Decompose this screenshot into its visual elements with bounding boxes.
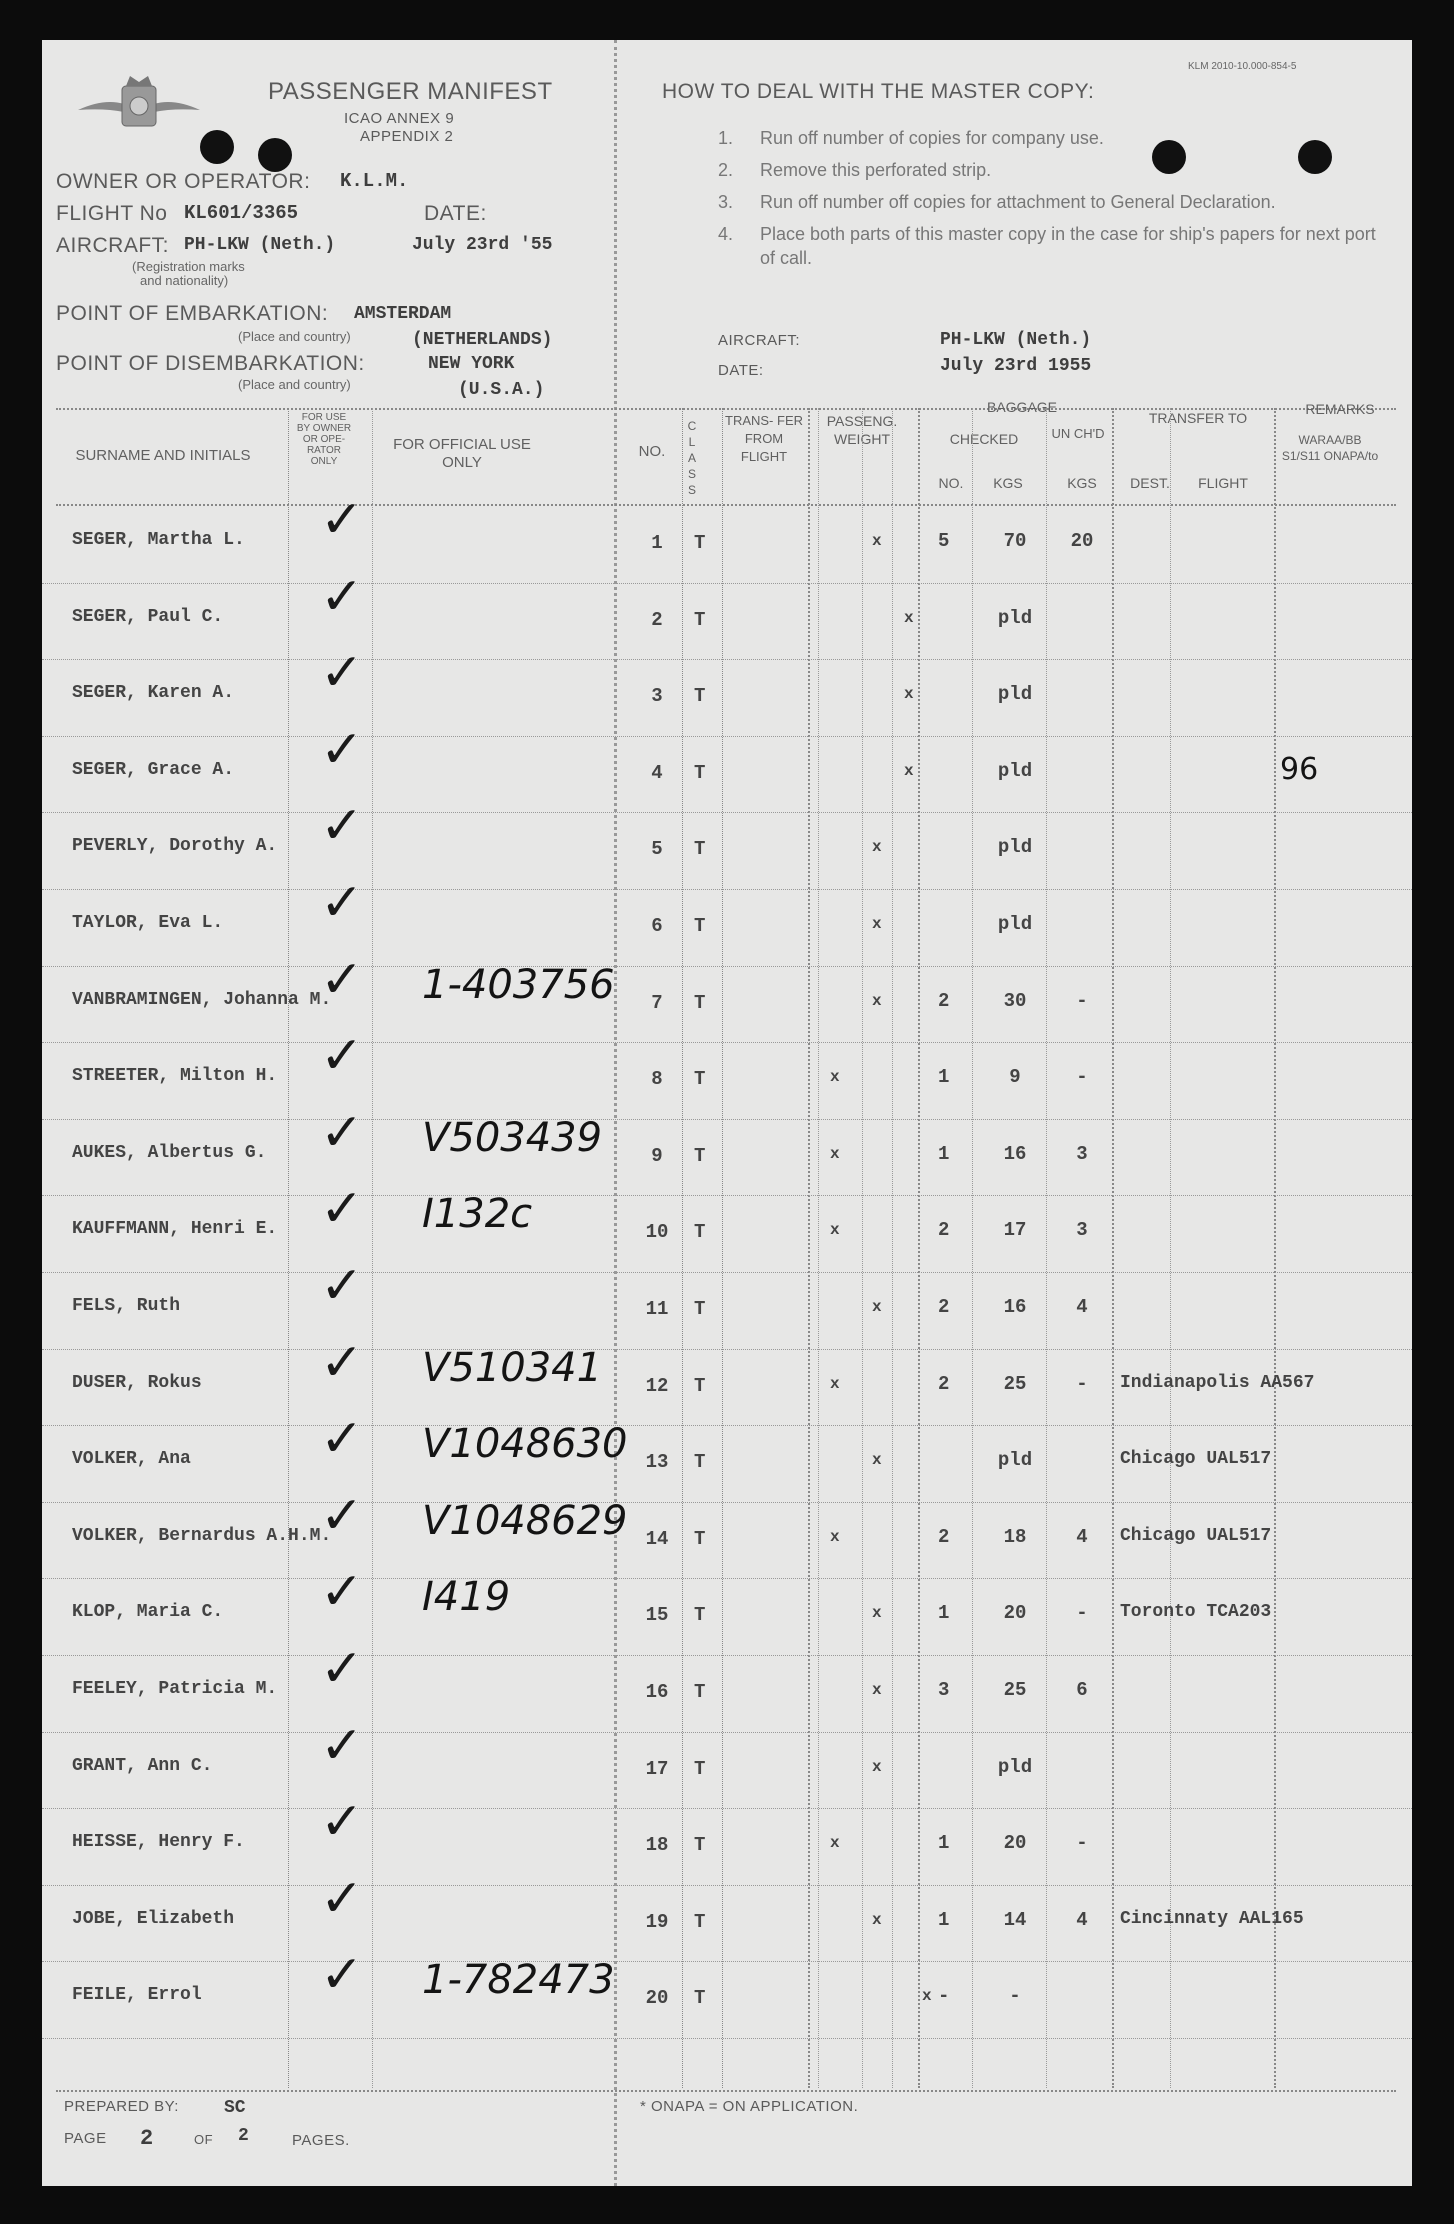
unchecked-kgs: - bbox=[1076, 1832, 1088, 1855]
checkmark-icon: ✓ bbox=[320, 1792, 364, 1853]
passenger-no: 10 bbox=[645, 1221, 669, 1244]
table-row bbox=[42, 1945, 1412, 2039]
passenger-name: SEGER, Grace A. bbox=[72, 759, 235, 780]
form-code: KLM 2010-10.000-854-5 bbox=[1188, 61, 1297, 72]
table-row bbox=[42, 1715, 1412, 1810]
passenger-weight-mark: x bbox=[872, 838, 882, 857]
row-divider bbox=[42, 2038, 1412, 2039]
manifest-sheet bbox=[42, 40, 1412, 2186]
table-row bbox=[42, 566, 1412, 661]
official-handwritten-number: V510341 bbox=[422, 1344, 603, 1391]
row-divider bbox=[42, 583, 1412, 584]
checkmark-icon: ✓ bbox=[320, 1256, 364, 1316]
punch-hole bbox=[200, 130, 234, 164]
table-row bbox=[42, 1868, 1412, 1963]
disembarkation-country: (U.S.A.) bbox=[458, 380, 545, 400]
passenger-weight-mark: x bbox=[830, 1834, 840, 1853]
baggage-kgs: - bbox=[1009, 1985, 1021, 2008]
passenger-class: T bbox=[694, 1374, 706, 1397]
table-row bbox=[42, 1332, 1412, 1427]
row-divider bbox=[42, 1655, 1412, 1656]
transfer-to: Chicago UAL517 bbox=[1120, 1449, 1272, 1470]
checkmark-icon: ✓ bbox=[320, 643, 364, 704]
date-label: DATE: bbox=[424, 202, 487, 225]
passenger-class: T bbox=[694, 685, 706, 708]
table-row bbox=[42, 1639, 1412, 1733]
passenger-no: 2 bbox=[651, 608, 663, 631]
unchecked-kgs: - bbox=[1076, 1372, 1088, 1395]
passenger-no: 4 bbox=[651, 761, 663, 784]
passenger-name: VANBRAMINGEN, Johanna M. bbox=[72, 989, 332, 1010]
unchecked-kgs: - bbox=[1076, 1066, 1088, 1089]
passenger-name: FELS, Ruth bbox=[72, 1296, 181, 1316]
col-surname: SURNAME AND INITIALS bbox=[75, 447, 251, 464]
checkmark-icon: ✓ bbox=[320, 1102, 364, 1163]
passenger-no: 19 bbox=[645, 1910, 669, 1933]
unchecked-kgs: - bbox=[1076, 989, 1088, 1012]
page-value: 2 bbox=[140, 2126, 154, 2151]
manifest-title: PASSENGER MANIFEST bbox=[268, 78, 553, 105]
passenger-class: T bbox=[694, 608, 706, 631]
baggage-kgs: 25 bbox=[1003, 1679, 1027, 1701]
baggage-kgs: 16 bbox=[1003, 1142, 1027, 1165]
of-value: 2 bbox=[238, 2126, 249, 2146]
checkmark-icon: ✓ bbox=[320, 1715, 364, 1776]
punch-hole bbox=[258, 138, 292, 172]
passenger-class: T bbox=[694, 532, 706, 554]
table-row bbox=[42, 949, 1412, 1044]
passenger-no: 5 bbox=[651, 838, 663, 861]
instruction-item: 3. Run off number off copies for attachment to General Declaration. bbox=[718, 192, 1276, 212]
passenger-no: 14 bbox=[645, 1527, 669, 1550]
passenger-no: 12 bbox=[645, 1374, 669, 1397]
row-divider bbox=[42, 1732, 1412, 1733]
passenger-name: JOBE, Elizabeth bbox=[72, 1908, 235, 1929]
passenger-no: 15 bbox=[645, 1604, 669, 1627]
passenger-weight-mark: x bbox=[872, 1298, 882, 1316]
unchecked-kgs: 3 bbox=[1076, 1219, 1088, 1242]
checkmark-icon: ✓ bbox=[320, 719, 364, 780]
baggage-count: - bbox=[938, 1985, 950, 2008]
manifest-subtitle-appendix: APPENDIX 2 bbox=[360, 128, 454, 145]
baggage-kgs: 30 bbox=[1003, 989, 1027, 1012]
passenger-weight-mark: x bbox=[830, 1221, 840, 1240]
passenger-weight-mark: x bbox=[830, 1527, 840, 1546]
passenger-class: T bbox=[694, 1910, 706, 1933]
row-divider bbox=[42, 966, 1412, 967]
col-bag-kgs: KGS bbox=[993, 475, 1023, 491]
checkmark-icon: ✓ bbox=[320, 1409, 364, 1470]
passenger-name: KAUFFMANN, Henri E. bbox=[72, 1219, 278, 1240]
passenger-no: 17 bbox=[645, 1757, 669, 1780]
passenger-weight-mark: x bbox=[872, 1757, 882, 1776]
col-for-use: FOR USE BY OWNER OR OPE- RATOR ONLY bbox=[296, 412, 352, 467]
table-row bbox=[42, 1179, 1412, 1273]
passenger-weight-mark: x bbox=[872, 1681, 882, 1699]
row-divider bbox=[42, 1961, 1412, 1962]
official-handwritten-number: V503439 bbox=[422, 1114, 603, 1161]
official-handwritten-number: I132c bbox=[422, 1191, 533, 1238]
passenger-weight-mark: x bbox=[872, 991, 882, 1010]
official-handwritten-number: I419 bbox=[422, 1574, 511, 1621]
table-row bbox=[42, 490, 1412, 584]
passenger-name: AUKES, Albertus G. bbox=[72, 1142, 267, 1163]
baggage-kgs: pld bbox=[997, 1449, 1033, 1472]
unchecked-kgs: 4 bbox=[1076, 1908, 1088, 1931]
passenger-weight-mark: x bbox=[904, 685, 914, 704]
passenger-no: 13 bbox=[645, 1451, 669, 1474]
aircraft-note-2: and nationality) bbox=[140, 273, 229, 288]
official-handwritten-number: V1048629 bbox=[422, 1497, 628, 1544]
instructions-date-label: DATE: bbox=[718, 362, 764, 379]
flight-value: KL601/3365 bbox=[184, 202, 299, 224]
baggage-kgs: pld bbox=[997, 606, 1033, 629]
passenger-weight-mark: x bbox=[830, 1374, 840, 1393]
passenger-name: PEVERLY, Dorothy A. bbox=[72, 836, 278, 857]
row-divider bbox=[42, 1349, 1412, 1350]
prepared-by-label: PREPARED BY: bbox=[64, 2098, 179, 2115]
disembarkation-note: (Place and country) bbox=[238, 377, 351, 392]
passenger-name: HEISSE, Henry F. bbox=[72, 1832, 245, 1853]
embarkation-country: (NETHERLANDS) bbox=[412, 330, 553, 350]
col-unchd-kgs: KGS bbox=[1067, 475, 1097, 491]
instructions-heading: HOW TO DEAL WITH THE MASTER COPY: bbox=[662, 80, 1095, 103]
passenger-class: T bbox=[694, 991, 706, 1014]
baggage-kgs: 70 bbox=[1003, 530, 1027, 552]
col-baggage: BAGGAGE bbox=[986, 399, 1058, 415]
embarkation-label: POINT OF EMBARKATION: bbox=[56, 302, 329, 325]
passenger-weight-mark: x bbox=[904, 608, 914, 627]
passenger-class: T bbox=[694, 1987, 706, 2010]
disembarkation-value: NEW YORK bbox=[428, 354, 515, 374]
table-row bbox=[42, 643, 1412, 737]
baggage-count: 1 bbox=[938, 1908, 950, 1931]
col-checked: CHECKED bbox=[949, 431, 1019, 447]
official-handwritten-number: 1-782473 bbox=[422, 1957, 615, 2004]
embarkation-note: (Place and country) bbox=[238, 329, 351, 344]
instructions-date-value: July 23rd 1955 bbox=[940, 356, 1092, 376]
table-row bbox=[42, 796, 1412, 890]
checkmark-icon: ✓ bbox=[320, 1026, 364, 1087]
passenger-weight-mark: x bbox=[922, 1987, 932, 2006]
aircraft-label: AIRCRAFT: bbox=[56, 234, 170, 257]
prepared-by-value: SC bbox=[224, 2098, 246, 2118]
passenger-class: T bbox=[694, 1604, 706, 1627]
baggage-kgs: pld bbox=[997, 683, 1033, 706]
col-no: NO. bbox=[638, 443, 666, 460]
baggage-count: 2 bbox=[938, 1219, 950, 1242]
passenger-class: T bbox=[694, 838, 706, 861]
col-unchd: UN CH'D bbox=[1051, 426, 1105, 441]
pages-label: PAGES. bbox=[292, 2132, 350, 2149]
baggage-kgs: pld bbox=[997, 759, 1033, 782]
checkmark-icon: ✓ bbox=[320, 566, 364, 627]
passenger-weight-mark: x bbox=[872, 1910, 882, 1929]
passenger-weight-mark: x bbox=[904, 761, 914, 780]
passenger-name: VOLKER, Bernardus A.H.M. bbox=[72, 1525, 332, 1546]
baggage-kgs: 9 bbox=[1009, 1066, 1021, 1089]
baggage-kgs: 20 bbox=[1003, 1832, 1027, 1855]
passenger-weight-mark: x bbox=[872, 1451, 882, 1470]
instruction-item: 4. Place both parts of this master copy in the case for ship's papers for next port of call. bbox=[718, 224, 1376, 268]
of-label: OF bbox=[194, 2132, 214, 2147]
col-flight: FLIGHT bbox=[1198, 475, 1248, 491]
passenger-class: T bbox=[694, 1451, 706, 1474]
passenger-no: 20 bbox=[645, 1987, 669, 2010]
passenger-name: STREETER, Milton H. bbox=[72, 1066, 278, 1087]
transfer-to: Toronto TCA203 bbox=[1120, 1602, 1272, 1623]
table-row bbox=[42, 1102, 1412, 1197]
baggage-count: 1 bbox=[938, 1142, 950, 1165]
transfer-to: Chicago UAL517 bbox=[1120, 1525, 1272, 1546]
row-divider bbox=[42, 1195, 1412, 1196]
unchecked-kgs: 4 bbox=[1076, 1296, 1088, 1318]
passenger-class: T bbox=[694, 1834, 706, 1857]
passenger-no: 18 bbox=[645, 1834, 669, 1857]
col-bag-no: NO. bbox=[938, 475, 964, 491]
onapa-note: * ONAPA = ON APPLICATION. bbox=[640, 2098, 859, 2115]
baggage-kgs: pld bbox=[997, 1755, 1033, 1778]
page-label: PAGE bbox=[64, 2130, 107, 2147]
row-divider bbox=[42, 1578, 1412, 1579]
aircraft-value: PH-LKW (Neth.) bbox=[184, 235, 336, 255]
col-remarks-sub: WARAA/BB S1/S11 ONAPA/to bbox=[1281, 433, 1379, 463]
passenger-class: T bbox=[694, 1068, 706, 1091]
col-dest: DEST. bbox=[1130, 475, 1170, 491]
footer-divider bbox=[56, 2090, 1396, 2092]
unchecked-kgs: 4 bbox=[1076, 1525, 1088, 1548]
passenger-class: T bbox=[694, 1144, 706, 1167]
disembarkation-label: POINT OF DISEMBARKATION: bbox=[56, 352, 365, 375]
flight-label: FLIGHT No bbox=[56, 202, 168, 225]
baggage-count: 5 bbox=[938, 530, 950, 552]
baggage-count: 2 bbox=[938, 989, 950, 1012]
checkmark-icon: ✓ bbox=[320, 873, 364, 933]
passenger-weight-mark: x bbox=[830, 1144, 840, 1163]
baggage-kgs: 16 bbox=[1003, 1296, 1027, 1318]
passenger-name: KLOP, Maria C. bbox=[72, 1602, 224, 1623]
passenger-no: 6 bbox=[651, 915, 663, 937]
checkmark-icon: ✓ bbox=[320, 1945, 364, 2006]
transfer-to: Cincinnaty AAL165 bbox=[1120, 1908, 1304, 1929]
baggage-kgs: 25 bbox=[1003, 1372, 1027, 1395]
passenger-no: 11 bbox=[645, 1298, 669, 1320]
instruction-item: 1. Run off number of copies for company use. bbox=[718, 128, 1104, 148]
transfer-to: Indianapolis AA567 bbox=[1120, 1372, 1315, 1393]
row-divider bbox=[42, 1119, 1412, 1120]
unchecked-kgs: - bbox=[1076, 1602, 1088, 1625]
passenger-no: 8 bbox=[651, 1068, 663, 1091]
official-handwritten-number: 1-403756 bbox=[422, 961, 615, 1008]
baggage-count: 2 bbox=[938, 1296, 950, 1318]
passenger-class: T bbox=[694, 1757, 706, 1780]
passenger-class: T bbox=[694, 761, 706, 784]
row-divider bbox=[42, 1042, 1412, 1043]
table-row bbox=[42, 1026, 1412, 1120]
checkmark-icon: ✓ bbox=[320, 1485, 364, 1546]
table-row bbox=[42, 1485, 1412, 1580]
passenger-name: TAYLOR, Eva L. bbox=[72, 913, 224, 933]
passenger-weight-mark: x bbox=[872, 915, 882, 933]
row-divider bbox=[42, 659, 1412, 660]
passenger-weight-mark: x bbox=[872, 1604, 882, 1623]
checkmark-icon: ✓ bbox=[320, 1562, 364, 1623]
checkmark-icon: ✓ bbox=[320, 1868, 364, 1929]
passenger-no: 1 bbox=[651, 532, 663, 554]
table-row bbox=[42, 1562, 1412, 1656]
klm-logo-icon bbox=[74, 72, 204, 144]
col-passeng-weight: PASSENG. WEIGHT bbox=[826, 413, 898, 447]
owner-value: K.L.M. bbox=[340, 170, 409, 192]
row-divider bbox=[42, 1272, 1412, 1273]
checkmark-icon: ✓ bbox=[320, 949, 364, 1010]
baggage-kgs: pld bbox=[997, 836, 1033, 859]
row-divider bbox=[42, 1502, 1412, 1503]
passenger-no: 3 bbox=[651, 685, 663, 708]
passenger-no: 9 bbox=[651, 1144, 663, 1167]
table-row bbox=[42, 873, 1412, 967]
date-value: July 23rd '55 bbox=[412, 235, 553, 255]
instructions-aircraft-label: AIRCRAFT: bbox=[718, 332, 801, 349]
passenger-name: GRANT, Ann C. bbox=[72, 1755, 213, 1776]
row-divider bbox=[42, 736, 1412, 737]
row-divider bbox=[42, 812, 1412, 813]
passenger-class: T bbox=[694, 1221, 706, 1244]
unchecked-kgs: 3 bbox=[1076, 1142, 1088, 1165]
row-divider bbox=[42, 889, 1412, 890]
passenger-name: SEGER, Martha L. bbox=[72, 530, 245, 550]
passenger-weight-mark: x bbox=[872, 532, 882, 550]
col-transfer-from: TRANS- FER FROM FLIGHT bbox=[725, 413, 803, 464]
passenger-name: VOLKER, Ana bbox=[72, 1449, 191, 1470]
col-remarks: REMARKS bbox=[1305, 401, 1375, 417]
table-row bbox=[42, 1792, 1412, 1886]
unchecked-kgs: 6 bbox=[1076, 1679, 1088, 1701]
baggage-count: 3 bbox=[938, 1679, 950, 1701]
instruction-item: 2. Remove this perforated strip. bbox=[718, 160, 992, 180]
checkmark-icon: ✓ bbox=[320, 1179, 364, 1240]
passenger-class: T bbox=[694, 1527, 706, 1550]
baggage-kgs: 18 bbox=[1003, 1525, 1027, 1548]
passenger-class: T bbox=[694, 915, 706, 937]
manifest-subtitle-annex: ICAO ANNEX 9 bbox=[344, 110, 455, 127]
row-divider bbox=[42, 1808, 1412, 1809]
baggage-kgs: 14 bbox=[1003, 1908, 1027, 1931]
row-divider bbox=[42, 1885, 1412, 1886]
passenger-name: FEELEY, Patricia M. bbox=[72, 1679, 278, 1699]
baggage-count: 1 bbox=[938, 1602, 950, 1625]
passenger-no: 7 bbox=[651, 991, 663, 1014]
col-class: CLASS bbox=[687, 419, 697, 497]
passenger-name: FEILE, Errol bbox=[72, 1985, 202, 2006]
passenger-class: T bbox=[694, 1681, 706, 1703]
instructions-aircraft-value: PH-LKW (Neth.) bbox=[940, 330, 1092, 350]
baggage-count: 1 bbox=[938, 1066, 950, 1089]
unchecked-kgs: 20 bbox=[1070, 530, 1094, 552]
passenger-name: SEGER, Karen A. bbox=[72, 683, 235, 704]
passenger-class: T bbox=[694, 1298, 706, 1320]
passenger-no: 16 bbox=[645, 1681, 669, 1703]
baggage-kgs: 20 bbox=[1003, 1602, 1027, 1625]
passenger-name: SEGER, Paul C. bbox=[72, 606, 224, 627]
passenger-weight-mark: x bbox=[830, 1068, 840, 1087]
baggage-count: 1 bbox=[938, 1832, 950, 1855]
official-handwritten-number: V1048630 bbox=[422, 1421, 628, 1468]
aircraft-note-1: (Registration marks bbox=[132, 259, 245, 274]
table-row bbox=[42, 1409, 1412, 1503]
baggage-count: 2 bbox=[938, 1525, 950, 1548]
embarkation-value: AMSTERDAM bbox=[354, 304, 452, 324]
col-official: FOR OFFICIAL USE ONLY bbox=[393, 436, 531, 471]
baggage-count: 2 bbox=[938, 1372, 950, 1395]
owner-label: OWNER OR OPERATOR: bbox=[56, 170, 311, 193]
row-divider bbox=[42, 1425, 1412, 1426]
checkmark-icon: ✓ bbox=[320, 1332, 364, 1393]
table-row bbox=[42, 719, 1412, 814]
checkmark-icon: ✓ bbox=[320, 490, 364, 550]
table-row bbox=[42, 1256, 1412, 1350]
instructions-list bbox=[718, 126, 1398, 270]
annotation-number: 96 bbox=[1280, 752, 1319, 787]
col-transfer-to: TRANSFER TO bbox=[1148, 410, 1248, 426]
passenger-name: DUSER, Rokus bbox=[72, 1372, 202, 1393]
checkmark-icon: ✓ bbox=[320, 796, 364, 857]
checkmark-icon: ✓ bbox=[320, 1639, 364, 1699]
passenger-rows bbox=[42, 490, 1412, 2048]
baggage-kgs: pld bbox=[997, 913, 1033, 935]
baggage-kgs: 17 bbox=[1003, 1219, 1027, 1242]
